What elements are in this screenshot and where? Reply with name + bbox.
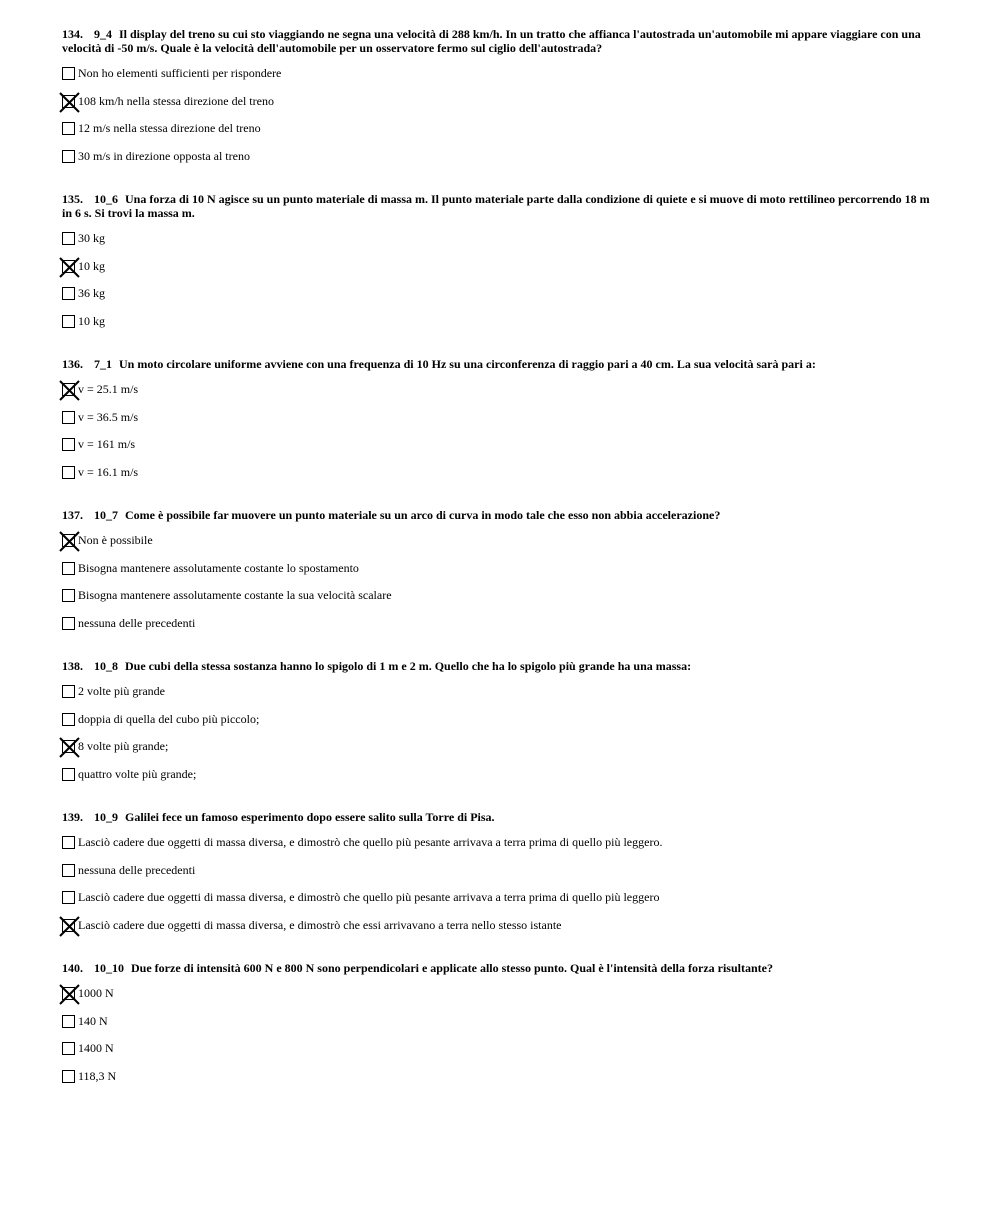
answer-option[interactable] [62,280,942,308]
answer-label: Non ho elementi sufficienti per rispondere [78,66,282,80]
question-body: Un moto circolare uniforme avviene con una frequenza di 10 Hz su una circonferenza di raggio pari a 40 cm. La sua velocità sarà pari a: [119,357,816,371]
answer-options [62,980,942,1091]
answer-label: nessuna delle precedenti [78,862,196,877]
answer-option[interactable] [62,678,942,706]
question-number: 136. [62,357,83,371]
question-text [62,659,942,673]
question-number: 138. [62,659,83,673]
check-x-mark-icon [59,737,80,758]
answer-option[interactable] [62,253,942,281]
question-code: 10_8 [94,659,118,673]
question-code: 10_6 [94,192,118,206]
question-text [62,961,942,975]
answer-checkbox[interactable] [62,438,75,451]
answer-label: nessuna delle precedenti [78,616,196,631]
answer-checkbox[interactable] [62,315,75,328]
answer-option[interactable] [62,115,942,143]
answer-label: 12 m/s nella stessa direzione del treno [78,121,261,136]
answer-option[interactable] [62,1035,942,1063]
answer-checkbox[interactable] [62,740,75,753]
question-code: 9_4 [94,27,112,41]
answer-options [62,678,942,789]
question-code: 10_9 [94,810,118,824]
answer-label: 1000 N [78,986,114,1000]
answer-label: doppia di quella del cubo più piccolo; [78,711,260,726]
answer-label: 10 kg [78,314,105,329]
answer-checkbox[interactable] [62,589,75,602]
answer-label: Bisogna mantenere assolutamente costante lo spostamento [78,560,359,575]
question-code: 7_1 [94,357,112,371]
answer-checkbox[interactable] [62,260,75,273]
question-135 [62,192,942,336]
question-number: 140. [62,961,83,975]
answer-checkbox[interactable] [62,534,75,547]
question-138 [62,659,942,789]
question-text [62,192,942,220]
answer-label: quattro volte più grande; [78,767,197,782]
question-body: Due cubi della stessa sostanza hanno lo spigolo di 1 m e 2 m. Quello che ha lo spigolo più grande ha una massa: [125,659,692,673]
question-code: 10_10 [94,961,124,975]
answer-options [62,225,942,336]
answer-option[interactable] [62,857,942,885]
answer-checkbox[interactable] [62,987,75,1000]
answer-label: v = 36.5 m/s [78,409,139,424]
check-x-mark-icon [59,92,80,113]
answer-checkbox[interactable] [62,150,75,163]
answer-label: 10 kg [78,258,105,273]
answer-label: 108 km/h nella stessa direzione del treno [78,93,274,108]
answer-checkbox[interactable] [62,1070,75,1083]
answer-checkbox[interactable] [62,919,75,932]
answer-label: 30 m/s in direzione opposta al treno [78,149,250,164]
answer-label: 1400 N [78,1041,114,1056]
answer-option[interactable] [62,706,942,734]
answer-option[interactable] [62,733,942,761]
question-number: 139. [62,810,83,824]
answer-checkbox[interactable] [62,95,75,108]
answer-option[interactable] [62,582,942,610]
answer-checkbox[interactable] [62,287,75,300]
question-text [62,357,942,371]
question-number: 134. [62,27,83,41]
question-text [62,810,942,824]
answer-option[interactable] [62,431,942,459]
answer-option[interactable] [62,761,942,789]
question-134 [62,27,942,171]
answer-label: 8 volte più grande; [78,739,169,754]
answer-label: v = 25.1 m/s [78,382,139,396]
answer-option[interactable] [62,88,942,116]
answer-option[interactable] [62,555,942,583]
question-number: 137. [62,508,83,522]
answer-checkbox[interactable] [62,67,75,80]
question-body: Una forza di 10 N agisce su un punto materiale di massa m. Il punto materiale parte dalla condizione di quiete e si muove di moto rettilineo percorrendo 18 m in 6 s. Si trovi la massa m. [62,192,930,220]
check-x-mark-icon [59,531,80,552]
answer-label: 30 kg [78,231,105,245]
answer-checkbox[interactable] [62,562,75,575]
answer-checkbox[interactable] [62,685,75,698]
answer-checkbox[interactable] [62,768,75,781]
answer-label: Lasciò cadere due oggetti di massa diversa, e dimostrò che essi arrivavano a terra nello stesso istante [78,918,562,933]
answer-label: Non è possibile [78,533,153,547]
answer-checkbox[interactable] [62,836,75,849]
question-body: Galilei fece un famoso esperimento dopo essere salito sulla Torre di Pisa. [125,810,495,824]
answer-option[interactable] [62,980,942,1008]
answer-option[interactable] [62,404,942,432]
answer-options [62,527,942,638]
answer-label: 140 N [78,1013,108,1028]
answer-label: 36 kg [78,286,105,301]
answer-option[interactable] [62,60,942,88]
question-number: 135. [62,192,83,206]
answer-label: v = 161 m/s [78,437,136,452]
answer-checkbox[interactable] [62,713,75,726]
answer-option[interactable] [62,376,942,404]
question-code: 10_7 [94,508,118,522]
question-body: Due forze di intensità 600 N e 800 N sono perpendicolari e applicate allo stesso punto. Qual è l'intensità della forza risultante? [131,961,773,975]
check-x-mark-icon [59,380,80,401]
answer-option[interactable] [62,527,942,555]
answer-option[interactable] [62,225,942,253]
answer-checkbox[interactable] [62,864,75,877]
answer-option[interactable] [62,143,942,171]
answer-checkbox[interactable] [62,383,75,396]
answer-option[interactable] [62,829,942,857]
answer-label: Lasciò cadere due oggetti di massa diversa, e dimostrò che quello più pesante arrivava a terra prima di quello più leggero. [78,835,663,849]
answer-label: v = 16.1 m/s [78,465,139,480]
question-137 [62,508,942,638]
question-body: Il display del treno su cui sto viaggiando ne segna una velocità di 288 km/h. In un tratto che affianca l'autostrada un'automobile mi appare viaggiare con una velocità di -50 m/s. Quale è la velocità dell'automobile per un osservatore fermo sul ciglio dell'autostrada? [62,27,921,55]
answer-label: 2 volte più grande [78,684,165,698]
answer-checkbox[interactable] [62,411,75,424]
answer-option[interactable] [62,610,942,638]
answer-checkbox[interactable] [62,122,75,135]
answer-label: Lasciò cadere due oggetti di massa diversa, e dimostrò che quello più pesante arrivava a terra prima di quello più leggero [78,890,660,905]
question-140 [62,961,942,1091]
question-body: Come è possibile far muovere un punto materiale su un arco di curva in modo tale che esso non abbia accelerazione? [125,508,721,522]
answer-checkbox[interactable] [62,617,75,630]
answer-option[interactable] [62,912,942,940]
check-x-mark-icon [59,916,80,937]
answer-option[interactable] [62,308,942,336]
answer-checkbox[interactable] [62,1015,75,1028]
answer-checkbox[interactable] [62,891,75,904]
check-x-mark-icon [59,257,80,278]
answer-checkbox[interactable] [62,1042,75,1055]
answer-option[interactable] [62,459,942,487]
answer-checkbox[interactable] [62,232,75,245]
answer-options [62,376,942,487]
answer-options [62,829,942,940]
question-136 [62,357,942,487]
answer-options [62,60,942,171]
answer-checkbox[interactable] [62,466,75,479]
check-x-mark-icon [59,984,80,1005]
answer-option[interactable] [62,1063,942,1091]
question-text [62,27,942,55]
answer-option[interactable] [62,884,942,912]
question-139 [62,810,942,940]
answer-option[interactable] [62,1008,942,1036]
answer-label: Bisogna mantenere assolutamente costante la sua velocità scalare [78,588,392,603]
answer-label: 118,3 N [78,1069,117,1084]
question-text [62,508,942,522]
